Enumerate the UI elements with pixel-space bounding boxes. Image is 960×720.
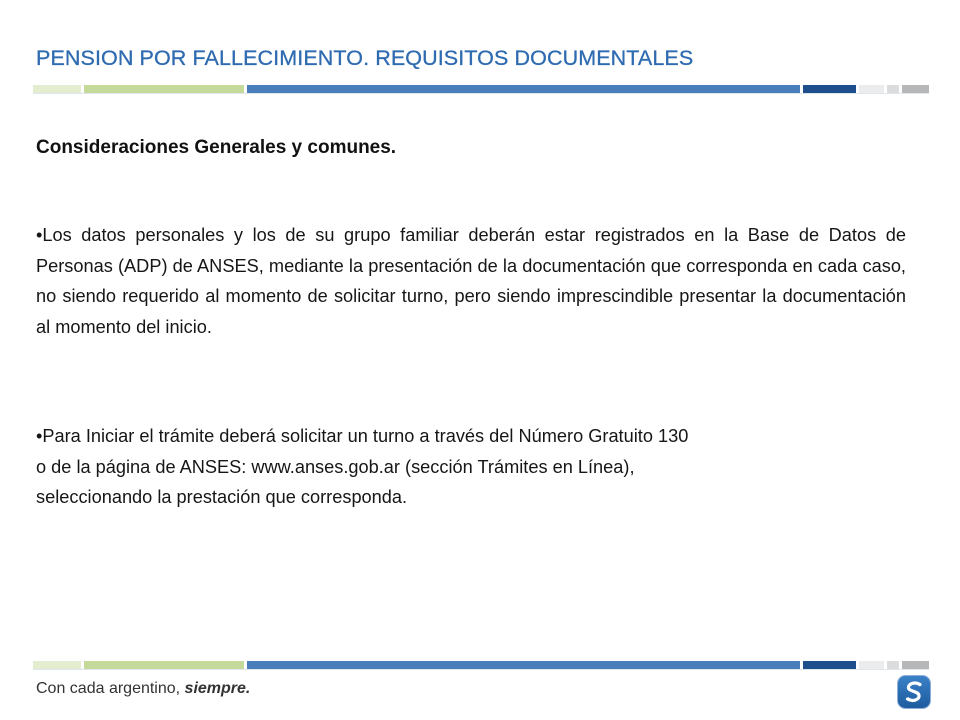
footer-slogan-emphasis: siempre. <box>184 680 251 697</box>
paragraph-line: seleccionando la prestación que corresponda. <box>36 487 408 507</box>
footer-slogan <box>36 680 250 698</box>
paragraph-appointment <box>36 421 916 513</box>
footer-slogan-regular: Con cada argentino, <box>36 680 185 697</box>
page-title: PENSION POR FALLECIMIENTO. REQUISITOS DOCUMENTALES <box>36 46 694 70</box>
anses-logo-icon <box>897 675 931 709</box>
footer-divider-stripe <box>33 661 929 669</box>
paragraph-line: •Para Iniciar el trámite deberá solicitar un turno a través del Número Gratuito 130 <box>36 426 689 446</box>
paragraph-personal-data: •Los datos personales y los de su grupo familiar deberán estar registrados en la Base de Datos de Personas (ADP) de ANSES, mediante la presentación de la documentación que corresponda en cada caso, no siendo requerido al momento de solicitar turno, pero siendo imprescindible presentar la documentación al momento del inicio. <box>36 225 906 337</box>
paragraph-line: o de la página de ANSES: www.anses.gob.ar (sección Trámites en Línea), <box>36 456 635 477</box>
header-divider-stripe <box>33 85 929 93</box>
section-subtitle: Consideraciones Generales y comunes. <box>36 137 397 158</box>
